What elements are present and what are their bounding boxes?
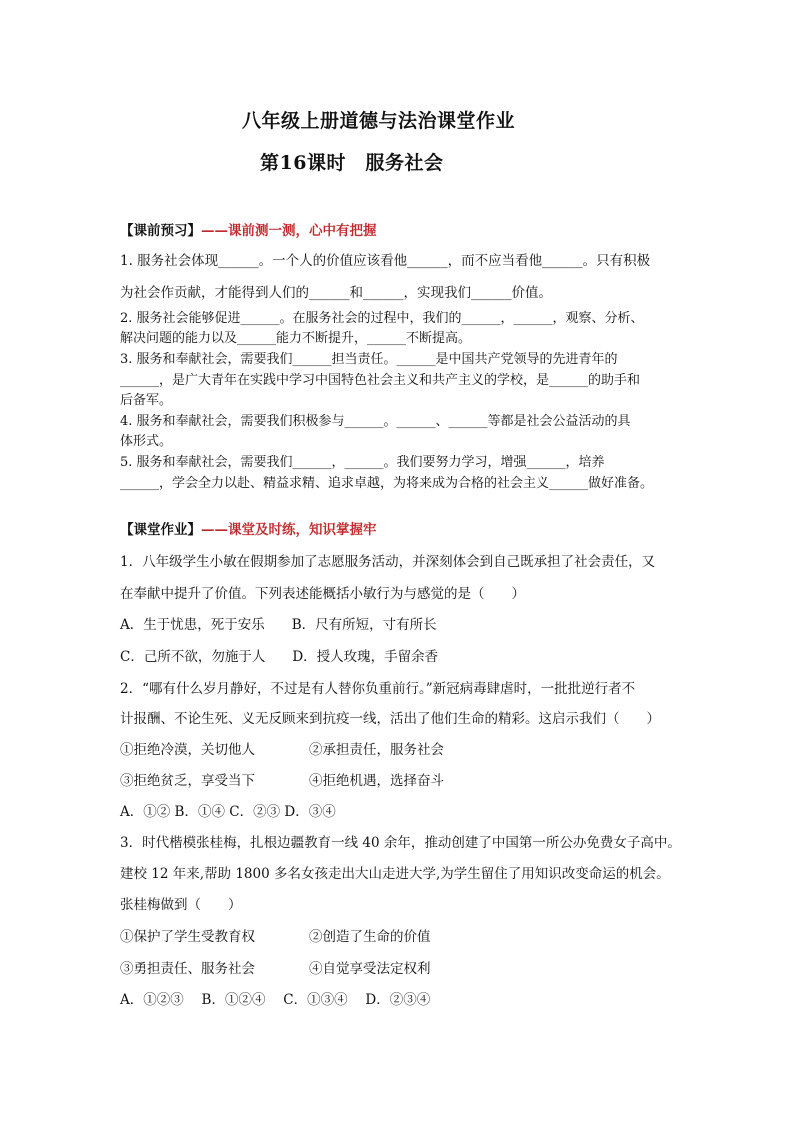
lesson-title: 第16课时 服务社会 (260, 152, 444, 174)
question-3-stem: 3．时代楷模张桂梅，扎根边疆教育一线 40 余年，推动创建了中国第一所公办免费女子高中。 (120, 835, 681, 851)
question-2-items: ③拒绝贫乏，享受当下 ④拒绝机遇，选择奋斗 (120, 773, 444, 789)
question-2-items: ①拒绝冷漠，关切他人 ②承担责任，服务社会 (120, 742, 444, 758)
question-3-items: ①保护了学生受教育权 ②创造了生命的价值 (120, 929, 431, 945)
preview-line: 5. 服务和奉献社会，需要我们______，______。我们要努力学习，增强______，培养 (120, 455, 605, 470)
preview-line: 后备军。 (120, 393, 173, 408)
preview-section-heading (120, 219, 377, 239)
preview-line: ______，学会全力以赴、精益求精、追求卓越，为将来成为合格的社会主义______做好准备。 (120, 476, 654, 491)
question-2-stem: 计报酬、不论生死、义无反顾来到抗疫一线，活出了他们生命的精彩。这启示我们（ ） (120, 711, 660, 727)
question-1-stem: 在奉献中提升了价值。下列表述能概括小敏行为与感觉的是（ ） (120, 586, 525, 602)
preview-line: 2. 服务社会能够促进______。在服务社会的过程中，我们的______，______，观察、分析、 (120, 311, 644, 326)
preview-line: 解决问题的能力以及______能力不断提升，______不断提高。 (120, 331, 472, 346)
preview-line: 1. 服务社会体现______。一个人的价值应该看他______，而不应当看他______。只有积极 (120, 253, 651, 269)
preview-line: ______，是广大青年在实践中学习中国特色社会主义和共产主义的学校，是______的助手和 (120, 373, 641, 388)
classwork-label: 【课堂作业】 (120, 522, 201, 538)
question-3-stem: 张桂梅做到（ ） (120, 897, 242, 913)
document-title: 八年级上册道德与法治课堂作业 (242, 110, 516, 132)
preview-line: 为社会作贡献，才能得到人们的______和______，实现我们______价值。 (120, 285, 552, 301)
question-2-stem: 2．“哪有什么岁月静好，不过是有人替你负重前行。”新冠病毒肆虐时，一批批逆行者不 (120, 681, 636, 697)
question-1-options: A．生于忧患，死于安乐 B．尺有所短，寸有所长 (120, 617, 437, 633)
preview-label: 【课前预习】 (120, 223, 201, 239)
question-3-items: ③勇担责任、服务社会 ④自觉享受法定权利 (120, 961, 431, 977)
classwork-tagline: ——课堂及时练，知识掌握牢 (201, 522, 377, 538)
question-3-answers: A．①②③ B．①②④ C．①③④ D．②③④ (120, 992, 431, 1008)
preview-tagline: ——课前测一测，心中有把握 (201, 223, 377, 239)
question-1-stem: 1．八年级学生小敏在假期参加了志愿服务活动，并深刻体会到自己既承担了社会责任，又 (120, 554, 656, 570)
question-3-stem: 建校 12 年来,帮助 1800 多名女孩走出大山走进大学,为学生留住了用知识改变命运的机会。 (120, 866, 670, 882)
classwork-section-heading (120, 518, 377, 538)
question-1-options: C．己所不欲，勿施于人 D．授人玫瑰，手留余香 (120, 649, 439, 665)
preview-line: 体形式。 (120, 434, 173, 449)
preview-line: 4. 服务和奉献社会，需要我们积极参与______。______、______等都是社会公益活动的具 (120, 414, 631, 429)
question-2-answers: A．①② B．①④ C．②③ D．③④ (120, 804, 336, 820)
preview-line: 3. 服务和奉献社会，需要我们______担当责任。______是中国共产党领导的先进青年的 (120, 352, 618, 367)
